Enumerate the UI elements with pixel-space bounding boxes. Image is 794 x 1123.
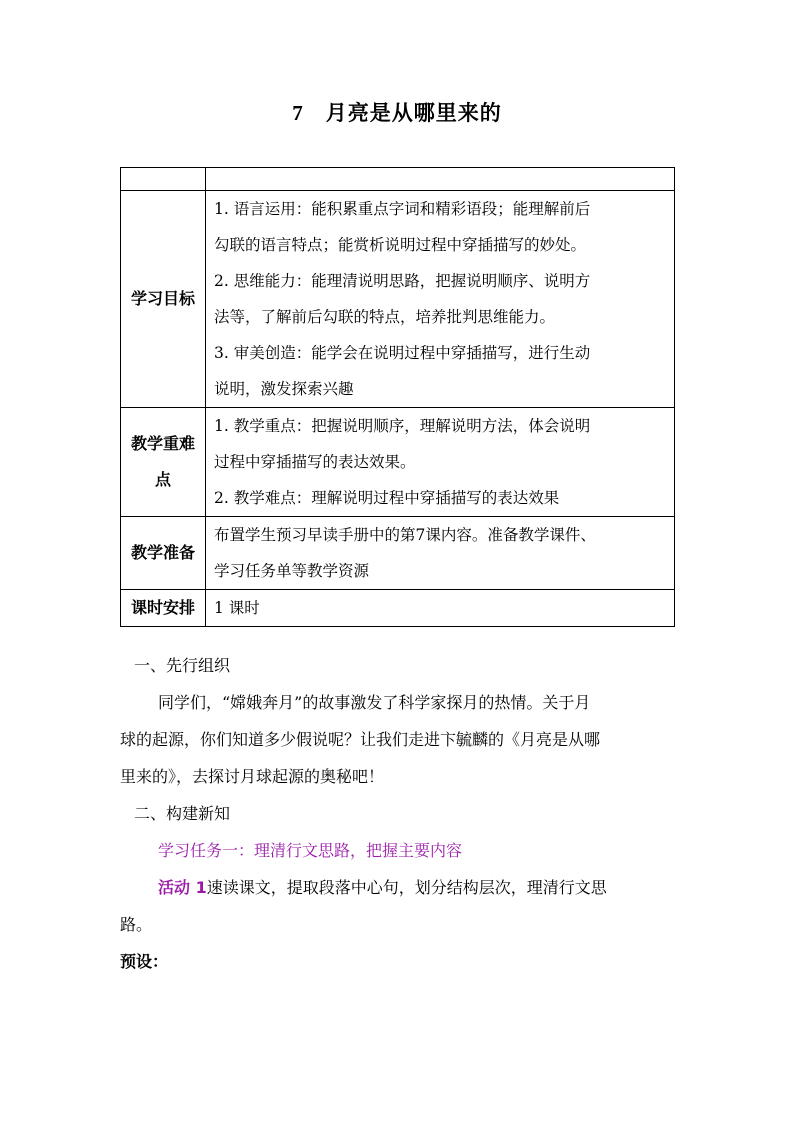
goals-label: 学习目标 — [121, 191, 206, 408]
goals-content: 1. 语言运用：能积累重点字词和精彩语段；能理解前后 勾联的语言特点；能赏析说明过程中穿插描写的妙处。 2. 思维能力：能理清说明思路，把握说明顺序、说明方 法等，了解前后勾联的特点，培养批判思维能力。 3. 审美创造：能学会在说明过程中穿插描写，进行生动 说明，激发探索兴趣 — [206, 191, 675, 408]
lesson-number: 7 — [292, 101, 304, 125]
preset-label: 预设： — [120, 952, 169, 971]
preparation-content: 布置学生预习早读手册中的第7课内容。准备教学课件、 学习任务单等教学资源 — [206, 517, 675, 590]
lesson-title: 月亮是从哪里来的 — [325, 101, 502, 125]
page-title — [0, 97, 794, 127]
activity-line-cont: 路。 — [120, 915, 153, 934]
intro-paragraph-line: 里来的》，去探讨月球起源的奥秘吧！ — [120, 767, 385, 786]
schedule-label: 课时安排 — [121, 590, 206, 627]
goals-row — [121, 191, 675, 408]
activity-line — [120, 869, 680, 906]
lesson-plan-table — [120, 167, 675, 627]
section-heading-1: 一、先行组织 — [134, 656, 231, 675]
key-points-content: 1. 教学重点：把握说明顺序，理解说明方法，体会说明 过程中穿插描写的表达效果。 2. 教学难点：理解说明过程中穿插描写的表达效果 — [206, 408, 675, 517]
activity-text: 速读课文，提取段落中心句，划分结构层次，理清行文思 — [206, 878, 607, 897]
lesson-body — [120, 647, 680, 980]
intro-paragraph-line: 球的起源，你们知道多少假说呢？让我们走进卞毓麟的《月亮是从哪 — [120, 730, 601, 749]
key-points-row — [121, 408, 675, 517]
task-heading: 学习任务一：理清行文思路，把握主要内容 — [158, 841, 463, 860]
key-points-label: 教学重难 点 — [121, 408, 206, 517]
intro-paragraph-line: 同学们，“嫦娥奔月”的故事激发了科学家探月的热情。关于月 — [158, 693, 591, 712]
activity-label: 活动 1 — [158, 878, 207, 897]
preparation-row — [121, 517, 675, 590]
preparation-label: 教学准备 — [121, 517, 206, 590]
section-heading-2: 二、构建新知 — [134, 804, 231, 823]
table-top-row — [121, 168, 675, 191]
schedule-row — [121, 590, 675, 627]
schedule-content: 1 课时 — [206, 590, 675, 627]
